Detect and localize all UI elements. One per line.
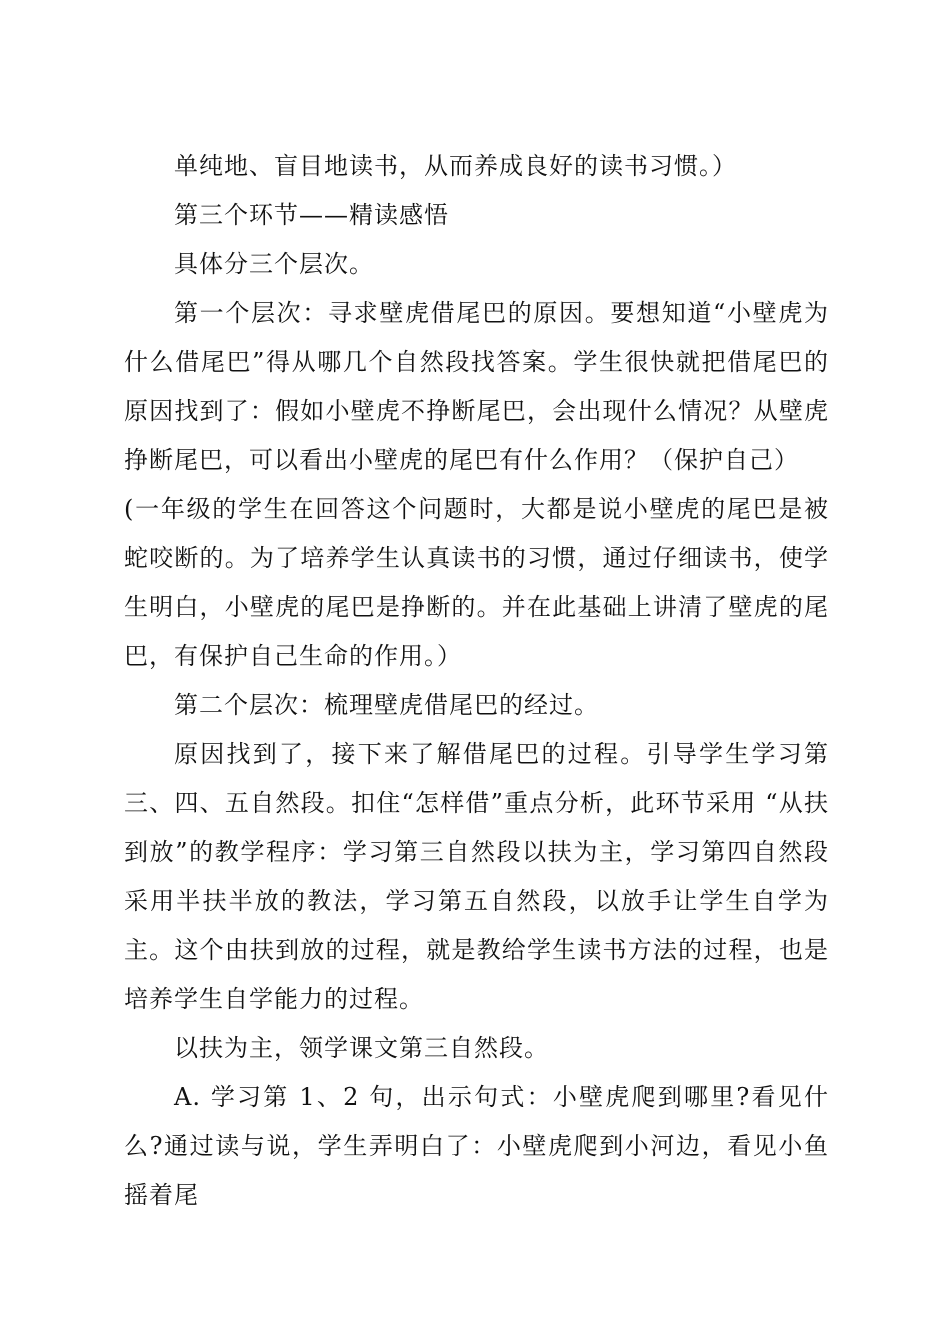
paragraph-level-one: 第一个层次：寻求壁虎借尾巴的原因。要想知道“小壁虎为什么借尾巴”得从哪几个自然段找答案。学生很快就把借尾巴的原因找到了：假如小壁虎不挣断尾巴，会出现什么情况？从壁虎挣断尾巴，可以看出小壁虎的尾巴有什么作用？（保护自己） [124,299,829,474]
paragraph-note: (一年级的学生在回答这个问题时，大都是说小壁虎的尾巴是被蛇咬断的。为了培养学生认真读书的习惯，通过仔细读书，使学生明白，小壁虎的尾巴是挣断的。并在此基础上讲清了壁虎的尾巴，有保护自己生命的作用。） [124,495,829,670]
paragraph-process: 原因找到了，接下来了解借尾巴的过程。引导学生学习第三、四、五自然段。扣住“怎样借”重点分析，此环节采用 “从扶到放”的教学程序：学习第三自然段以扶为主，学习第四自然段采用半扶半放的教法，学习第五自然段，以放手让学生自学为主。这个由扶到放的过程，就是教给学生读书方法的过程，也是培养学生自学能力的过程。 [124,740,829,1013]
paragraph-continuation: 单纯地、盲目地读书，从而养成良好的读书习惯。） [174,152,737,180]
section-heading: 第三个环节——精读感悟 [174,201,449,229]
paragraph-level-two: 第二个层次：梳理壁虎借尾巴的经过。 [174,691,599,719]
paragraph-third-section: 以扶为主，领学课文第三自然段。 [174,1034,549,1062]
paragraph-intro: 具体分三个层次。 [174,250,374,278]
document-body [124,142,829,1220]
paragraph-step-a: A. 学习第 1、2 句，出示句式：小壁虎爬到哪里?看见什么?通过读与说，学生弄明白了：小壁虎爬到小河边，看见小鱼摇着尾 [124,1083,829,1209]
